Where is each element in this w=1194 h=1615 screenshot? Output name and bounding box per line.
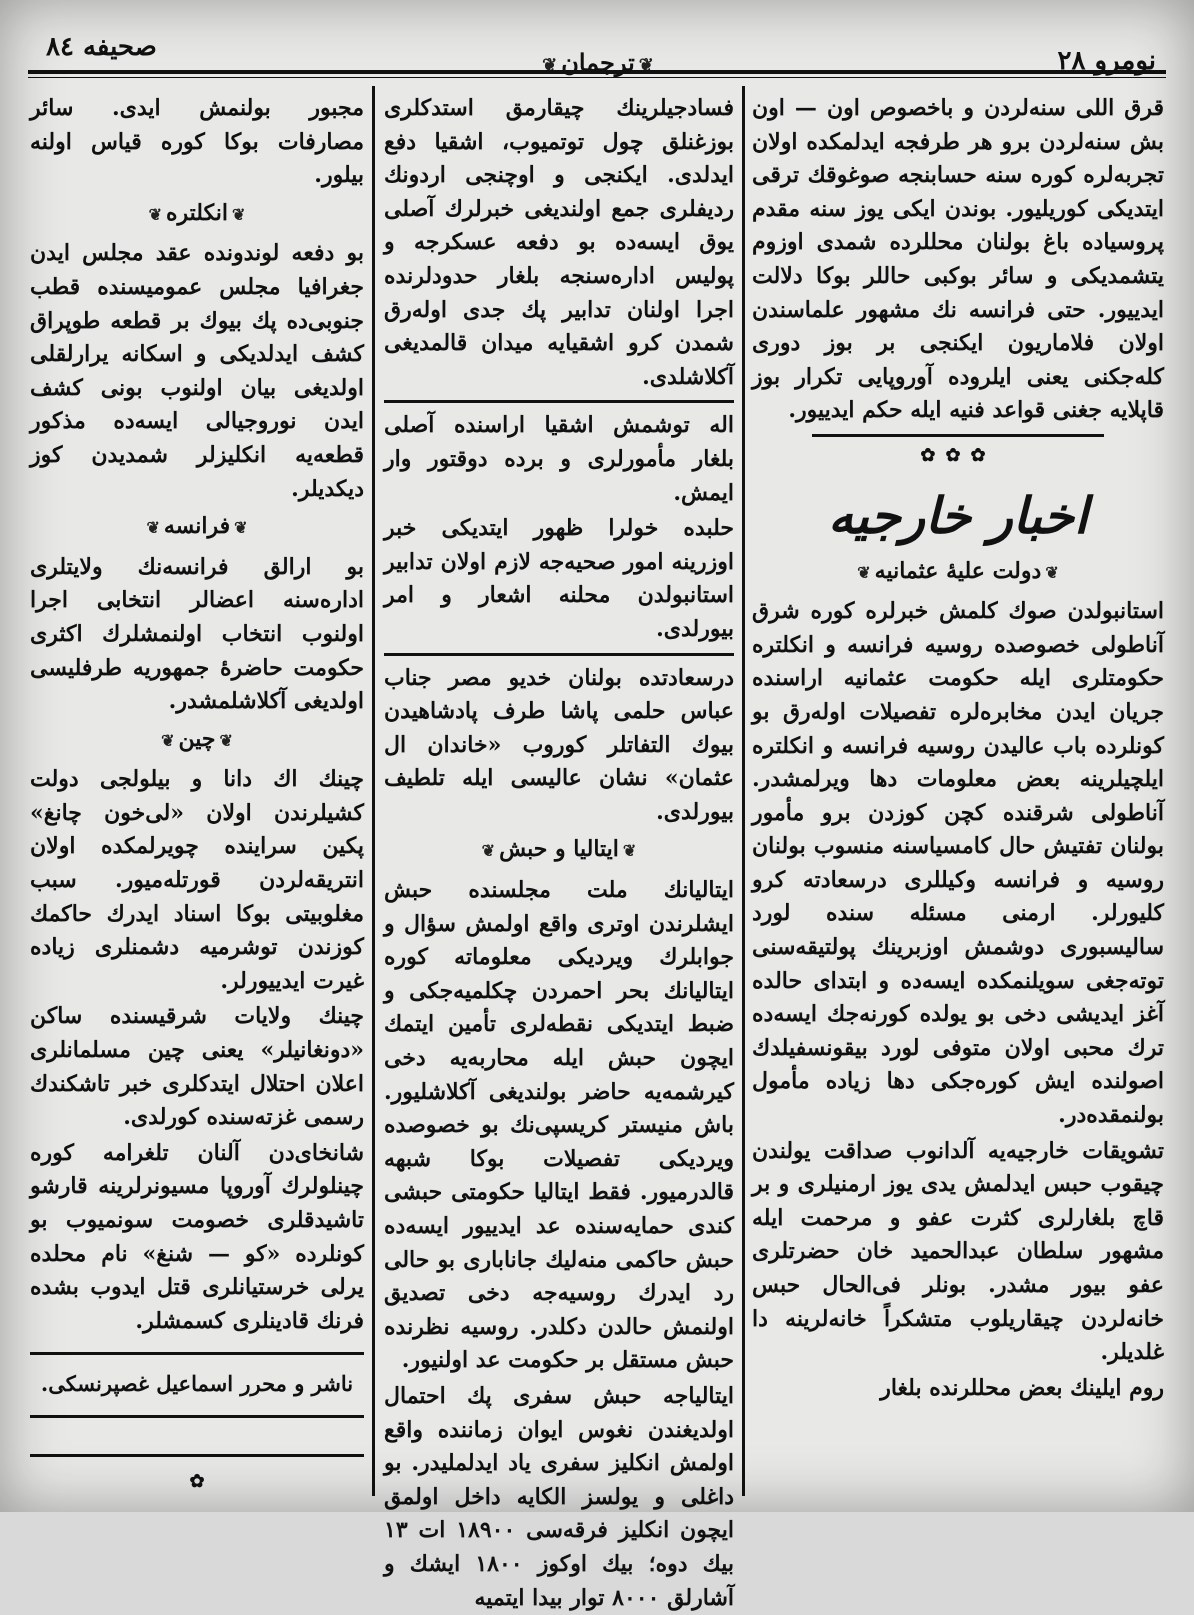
section-heading-text: ایتالیا و حبش: [499, 836, 619, 863]
ornament-icon: ❦: [148, 204, 162, 224]
end-rule: [30, 1454, 364, 1457]
article-paragraph: قرق اللی سنه‌لردن و باخصوص اون — اون بش سنه‌لردن برو هر طرفجه ایدلمکده اولان تجربه‌لره کوره سنه حسابنجه صوغوقك ترقی ایتدیکی کوریلیور. بوندن ایکی یوز سنه مقدم پروسیاده باغ بولنان محللرده شمدی اوزوم یتشمدیکی و سائر بوکبی حاللر بوکا دلالت ایدییور. حتی فرانسه نك مشهور علماسندن اولان فلاماریون ایکنجی بر بوز دوری کله‌جکنی یعنی ایلروده آوروپایی تکرار بوز قاپلایه جغنی قواعد فنیه ایله حکم ایدییور.: [752, 95, 1164, 424]
header-rule-thin: [28, 77, 1166, 78]
section-heading-ottoman: [752, 555, 1164, 590]
masthead-title-text: ترجمان: [561, 48, 635, 77]
article-paragraph: بو ارالق فرانسه‌نك ولایتلری اداره‌سنه اعضالر انتخابی اجرا اولنوب انتخاب اولنمشلرك اکثری حکومت حاضرهٔ جمهوریه طرفلیسی اولدیغی آکلاشلمشدر.: [30, 553, 364, 715]
article-rule: [384, 653, 734, 656]
article-paragraph: ایتالیانك ملت مجلسنده حبش ایشلرندن اوتری واقع اولمش سؤال و جوابلرك ویردیکی معلوماته کوره ایتالیانك بحر احمردن چکلمیه‌جکی و ضبط ایتدیکی نقطه‌لری تأمین ایتمك ایچون حبش ایله محاربه‌یه دخی کیرشمه‌یه حاضر بولندیغی آکلاشلیور. باش منیستر کریسپی‌نك بو خصوصده ویردیکی تفصیلات بوکا شبهه قالدرمیور. فقط ایتالیا حکومتی حبشی کندی حمایه‌سنده عد ایدییور ایسه‌ده حبش حاکمی منه‌لیك جاناباری بو حالی رد ایدرك روسیه‌جه دخی تصدیق اولنمش حالدن دکلدر. روسیه نظرنده حبش مستقل بر حکومت عد اولنیور.: [384, 877, 734, 1374]
ornament-icon: ❦: [857, 562, 871, 582]
article-paragraph: اله توشمش اشقیا اراسنده آصلی بلغار مأمورلری و برده دوقتور وار ایمش.: [384, 412, 734, 506]
end-star-icon: ✿: [189, 1470, 205, 1492]
ornament-icon: ❦: [231, 204, 246, 224]
article-paragraph: استانبولدن صوك کلمش خبرلره کوره شرق آناطولی خصوصده روسیه فرانسه و انکلتره حکومتلری ایله حکومت عثمانیه اراسنده جریان ایدن مخابره‌لره تفصیلات اوله‌رق بو کونلرده باب عالیدن روسیه فرانسه و انکلتره ایلچیلرینه بعض معلومات دها ویرلمشدر. آناطولی شرقنده کچن کوزدن برو مأمور بولنان تفتیش حال کامسیاسنه منسوب بولنان روسیه و فرانسه وکیللری درسعادته کرو کلیورلر. ارمنی مسئله سنده لورد سالیسبوری دوشمش اوزبرینك پولتیقه‌سنی توته‌جغی سویلنمکده ایسه‌ده و ابتدای حالده آغز ایدیشی دخی بو یولده کورنه‌جك ایسه‌ده ترك محبی اولان متوفی لورد بیقونسفیلدك اصولنده ایش کوره‌جکی دها زیاده مأمول بولنمقده‌در.: [752, 598, 1164, 1129]
ornament-icon: ❦: [234, 518, 248, 538]
section-title-foreign-news: اخبار خارجیه: [828, 485, 1088, 545]
section-heading-text: چین: [178, 725, 216, 752]
section-heading-italy: [384, 833, 734, 868]
page-number-label: صحیفه ۸٤: [46, 32, 157, 62]
article-paragraph: ایتالیاجه حبش سفری پك احتمال اولدیغندن نغوس ایوان زماننده واقع اولمش انکلیز سفری یاد ایدلملیدر. بو داغلی و یولسز الکایه داخل اولمق ایچون انکلیز فرقه‌سی ۱۸۹۰۰ ات ۱۳ بیك دوه؛ بیك اوکوز ۱۸۰۰ ایشك و آشارلق ۸۰۰۰ توار بیدا ایتمیه: [384, 1382, 734, 1611]
article-paragraph: چینك اك دانا و بیلولجی دولت کشیلرندن اولان «لی‌خون چانغ» پکین سراینده چویرلمکده اولان انتریقه‌لردن قورتله‌میور. سبب مغلوبیتی بوکا اسناد ایدرك حاکمك کوزندن توشرمیه دشمنلری زیاده غیرت ایدییورلر.: [30, 766, 364, 994]
ornament-icon: ❦: [146, 518, 160, 538]
ornament-icon: ❦: [1045, 562, 1059, 582]
article-paragraph: حلبده خولرا ظهور ایتدیکی خبر اوزرینه امور صحیه‌جه لازم اولان تدابیر استانبولدن محلنه اشعار و امر بیورلدی.: [384, 515, 734, 642]
section-heading-text: فرانسه: [163, 513, 231, 540]
column-divider-left: [372, 86, 375, 1496]
article-paragraph: درسعادتده بولنان خدیو مصر جناب عباس حلمی پاشا طرف پادشاهیدن بیوك التفاتلر کوروب «خاندان ال عثمان» نشان عالیسی ایله تلطیف بیورلدی.: [384, 664, 734, 825]
ornament-icon: ❦: [481, 841, 496, 861]
section-heading-france: [30, 510, 364, 545]
section-divider-stars: ✿✿✿: [812, 434, 1104, 473]
article-paragraph: بو دفعه لوندونده عقد مجلس ایدن جغرافیا مجلس عمومیسنده قطب جنوبی‌ده پك بیوك بر قطعه طوپراق کشف ایدلدیکی و اسکانه یرارلقلی اولدیغی بیان اولنوب بونی کشف ایدن نوروجیالی ایسه‌ده مذکور قطعه‌یه انکلیزلر شمدیدن کوز دیکدیلر.: [30, 240, 364, 502]
middle-column: [384, 92, 734, 1611]
article-rule: [384, 400, 734, 403]
publisher-rule-bottom: [30, 1415, 364, 1418]
publisher-line: ناشر و محرر اسماعیل غصپرنسکی.: [40, 1371, 354, 1397]
ornament-icon: ❦: [638, 55, 654, 76]
section-heading-text: دولت علیهٔ عثمانیه: [874, 557, 1042, 584]
article-paragraph: تشویقات خارجیه‌یه آلدانوب صداقت یولندن چیقوب حبس ایدلمش یدی یوز ارمنیلری و بر قاچ بلغارلری کثرت عفو و مرحمت ایله مشهور سلطان عبدالحمید خان حضرتلری عفو بیور مشدر. بونلر فی‌الحال حبس خانه‌لردن چیقاریلوب متشکراً خانه‌لرینه دا غلدیلر.: [752, 1137, 1164, 1366]
left-column: [30, 92, 364, 1492]
article-paragraph: چینك ولایات شرقیسنده ساکن «دونغانیلر» یعنی چین مسلمانلری اعلان احتلال ایتدکلری خبر تاشکندك رسمی غزته‌سنده کورلدی.: [30, 1003, 364, 1131]
header-rule: [28, 70, 1166, 74]
ornament-icon: ❦: [161, 730, 175, 750]
column-divider-right: [742, 86, 745, 1496]
issue-number-label: نومرو ۲۸: [1057, 46, 1156, 76]
article-paragraph: مجبور بولنمش ایدی. سائر مصارفات بوکا کوره قیاس اولنه بیلور.: [30, 95, 364, 189]
ornament-icon: ❦: [622, 841, 637, 861]
article-paragraph: روم ایلینك بعض محللرنده بلغار: [880, 1374, 1164, 1401]
ornament-icon: ❦: [219, 730, 233, 750]
ornament-icon: ❦: [542, 55, 558, 76]
section-heading-text: انکلتره: [166, 199, 228, 226]
article-paragraph: شانخای‌دن آلنان تلغرامه کوره چینلولرك آوروپا مسیونرلرینه قارشو تاشیدقلری خصومت سونمیوب بو کونلرده «کو — شنغ» نام محلده یرلی خرستیانلری قتل ایدوب بشده فرنك قادینلری کسمشلر.: [30, 1139, 364, 1334]
section-heading-england: [30, 197, 364, 232]
publisher-rule-top: [30, 1352, 364, 1355]
article-paragraph: فسادجیلرینك چیقارمق استدکلری بوزغنلق چول توتمیوب، اشقیا دفع ایدلدی. ایکنجی و اوچنجی اردونك ردیفلری جمع اولندیغی خبرلرك آصلی یوق ایسه‌ده بو دفعه عسکرجه و پولیس اداره‌سنجه بلغار حدودلرنده اجرا اولنان تدابیر پك جدی اوله‌رق شمدن کرو اشقیایه میدان قالمدیغی آکلاشلدی.: [384, 95, 734, 390]
right-column: [752, 92, 1164, 1492]
section-heading-china: [30, 723, 364, 758]
page-header: [28, 18, 1166, 78]
